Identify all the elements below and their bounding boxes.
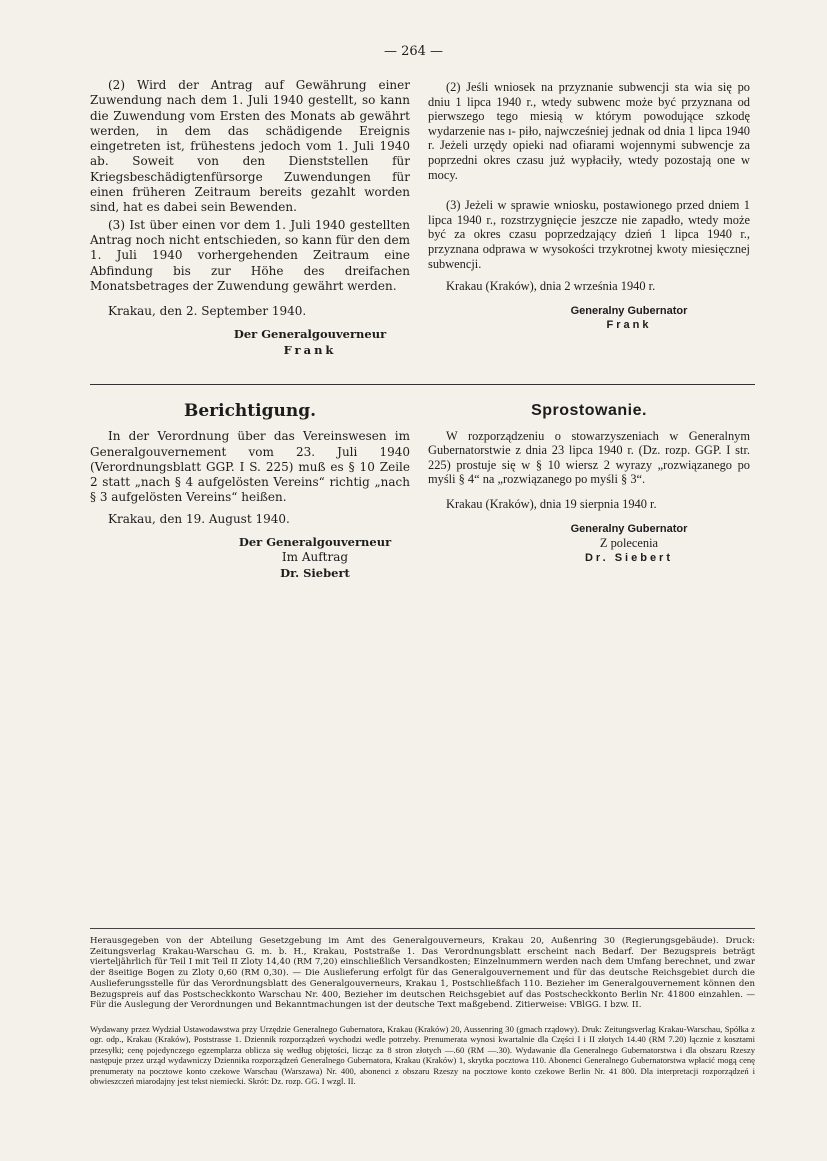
german-correction-heading: Berichtigung. (183, 401, 317, 421)
german-correction (90, 401, 410, 581)
polish-correction (428, 404, 750, 565)
polish-correction-signature-line2: Z polecenia (599, 536, 659, 551)
polish-correction-place-date: Krakau (Kraków), dnia 19 sierpnia 1940 r. (446, 496, 657, 511)
german-correction-signature-title: Der Generalgouverneur (238, 535, 392, 550)
polish-signature-name: Frank (606, 319, 652, 332)
german-signature-name: Frank (283, 342, 337, 357)
section-divider (90, 384, 755, 385)
german-correction-signature-name: Dr. Siebert (280, 565, 350, 580)
german-correction-body: In der Verordnung über das Vereinswesen im Generalgouvernement vom 23. Juli 1940 (Verordnungsblatt GGP. I S. 225) muß es § 10 Zeile 2 statt „nach § 4 aufgelösten Vereins“ richtig „nach § 3 aufgelösten Vereins“ heißen. (90, 429, 410, 505)
polish-correction-body: W rozporządzeniu o stowarzyszeniach w Generalnym Gubernatorstwie z dnia 23 lipca 1940 r. (Dz. rozp. GGP. I str. 225) prostuje się w § 10 wiersz 2 wyrazy „rozwiązanego po myśli § 4“ na „rozwiązanego po myśli § 3“. (428, 428, 750, 487)
polish-place-date: Krakau (Kraków), dnia 2 września 1940 r. (446, 279, 656, 294)
polish-paragraph-2: (2) Jeśli wniosek na przyznanie subwencji sta wia się po dniu 1 lipca 1940 r., wtedy subwenc może być przyznana od pierwszego tego miesią w którym powodujące szkodę wydarzenie nas ı- piło, najwcześniej jednak od dnia 1 lipca 1940 r. Jeżeli urzędy opieki nad ofiarami wojennymi subwencje za poprzedni okres czasu już wypłaciły, wtedy pozostają one w mocy. (428, 80, 750, 182)
german-correction-place-date: Krakau, den 19. August 1940. (108, 511, 290, 526)
polish-column-top (428, 80, 750, 333)
german-correction-signature-line2: Im Auftrag (281, 550, 349, 565)
footer-polish-imprint: Wydawany przez Wydział Ustawodawstwa przy Urzędzie Generalnego Gubernatora, Krakau (Kraków) 20, Aussenring 30 (gmach rządowy). Druk: Zeitungsverlag Krakau-Warschau, Spółka z ogr. odp., Krakau (Kraków), Poststrasse 1. Dziennik rozporządzeń wychodzi wedle potrzeby. Prenumerata wynosi kwartalnie dla Części I i II złotych 14.40 (RM 7.20) łącznie z kosztami przesyłki; cenę pojedynczego egzemplarza oblicza się według objętości, licząc za 8 stron złotych —.60 (RM —.30). Wydawanie dla Generalnego Gubernatorstwa i dla obszaru Rzeszy następuje przez urząd wydawniczy Dziennika rozporządzeń Generalnego Gubernatora, Krakau (Kraków) 1, skrytka pocztowa 110. Abonenci Generalnego Gubernatorstwa wpłacić mogą cenę prenumeraty na pocztowe konto czekowe Warschau (Warszawa) Nr. 400, abonenci z obszaru Rzeszy na pocztowe konto czekowe Berlin Nr. 41 800. Dla interpretacji rozporządzeń i obwieszczeń miarodajny jest tekst niemiecki. Skrót: Dz. rozp. GG. I wzgl. II. (90, 1024, 755, 1087)
german-place-date: Krakau, den 2. September 1940. (108, 304, 307, 319)
footer-divider (90, 928, 755, 929)
footer-german-imprint: Herausgegeben von der Abteilung Gesetzgebung im Amt des Generalgouverneurs, Krakau 20, Außenring 30 (Regierungsgebäude). Druck: Zeitungsverlag Krakau-Warschau G. m. b. H., Krakau, Poststraße 1. Das Verordnungsblatt erscheint nach Bedarf. Der Bezugspreis beträgt vierteljährlich für Teil I mit Teil II Zloty 14,40 (RM 7,20) einschließlich Versandkosten; Einzelnummern werden nach dem Umfang berechnet, und zwar der 8seitige Bogen zu Zloty 0,60 (RM 0,30). — Die Auslieferung erfolgt für das Generalgouvernement und für das deutsche Reichsgebiet durch die Auslieferungsstelle für das Verordnungsblatt des Generalgouverneurs, Krakau 1, Postschließfach 110. Bezieher im Generalgouvernement können den Bezugspreis auf das Postscheckkonto Warschau Nr. 400, Bezieher im deutschen Reichsgebiet auf das Postscheckkonto Berlin Nr. 41800 einzahlen. — Für die Auslegung der Verordnungen und Bekanntmachungen ist der deutsche Text maßgebend. Zitierweise: VBlGG. I bzw. II. (90, 936, 755, 1011)
german-column-top (90, 78, 410, 358)
german-paragraph-2: (2) Wird der Antrag auf Gewährung einer Zuwendung nach dem 1. Juli 1940 gestellt, so kann die Zuwendung vom Ersten des Monats ab gewährt werden, in dem das schädigende Ereignis eingetreten ist, frühestens jedoch vom 1. Juli 1940 ab. Soweit von den Dienststellen für Kriegsbeschädigtenfürsorge Zuwendungen für einen früheren Zeitraum bereits gezahlt worden sind, hat es dabei sein Bewenden. (90, 78, 410, 215)
polish-signature-title: Generalny Gubernator (570, 304, 688, 317)
polish-correction-heading: Sprostowanie. (531, 402, 647, 419)
page-number: — 264 — (383, 44, 444, 59)
polish-correction-signature-name: Dr. Siebert (584, 551, 674, 564)
german-paragraph-3: (3) Ist über einen vor dem 1. Juli 1940 gestellten Antrag noch nicht entschieden, so kann für den dem 1. Juli 1940 vorhergehenden Zeitraum eine Abfindung bis zur Höhe des dreifachen Monatsbetrages der Zuwendung gewährt werden. (90, 217, 410, 293)
german-signature-title: Der Generalgouverneur (233, 327, 387, 342)
polish-paragraph-3: (3) Jeżeli w sprawie wniosku, postawionego przed dniem 1 lipca 1940 r., rozstrzygnięcie jeszcze nie zapadło, wtedy może być za okres czasu poprzedzający dzień 1 lipca 1940 r., przyznana odprawa w wysokości trzykrotnej kwoty miesięcznej subwencji. (428, 198, 750, 271)
polish-correction-signature-title: Generalny Gubernator (570, 522, 688, 535)
